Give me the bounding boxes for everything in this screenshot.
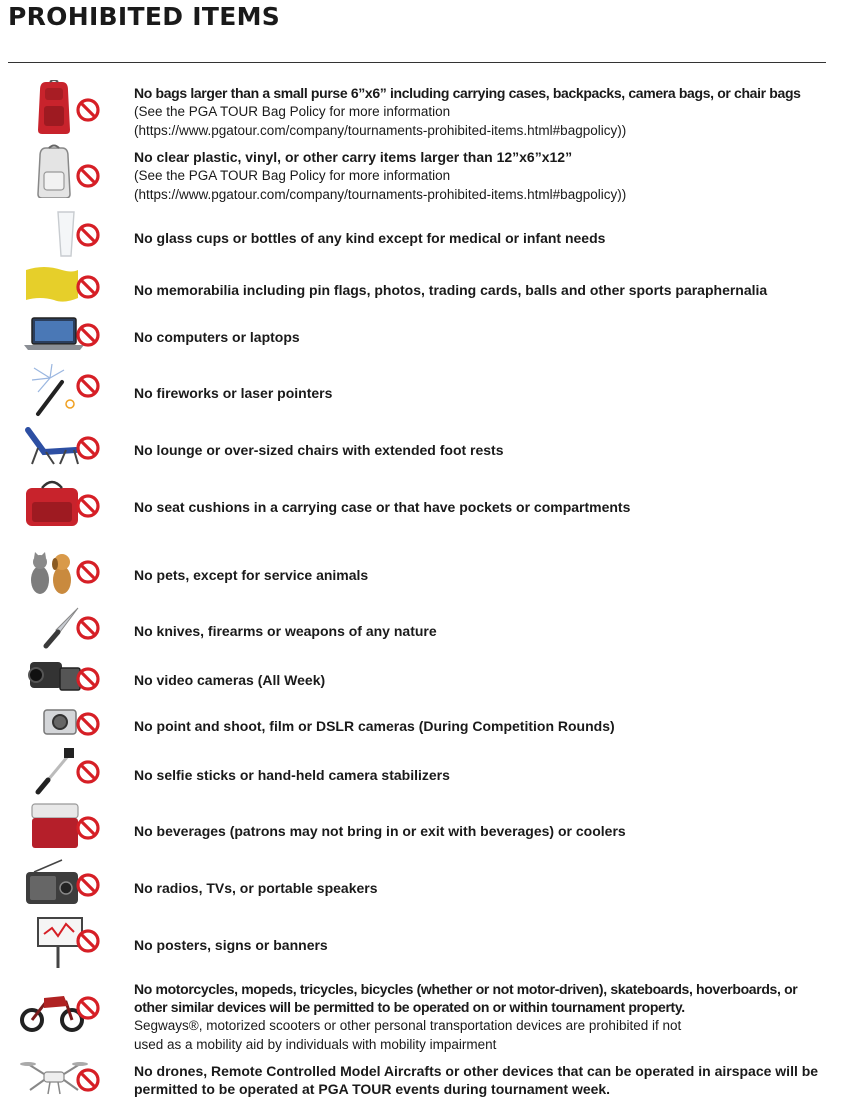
lounge-chair-icon: [14, 420, 104, 474]
item-note: Segways®, motorized scooters or other personal transportation devices are prohibited if not: [134, 1018, 682, 1033]
flag-icon: [14, 260, 104, 314]
item-text: No motorcycles, mopeds, tricycles, bicycles (whether or not motor-driven), skateboards, hoverboards, or other similar devices will be permitted to be operated on or within tournament property.: [134, 981, 798, 1015]
item-text: No lounge or over-sized chairs with extended foot rests: [134, 442, 504, 458]
item-note: (See the PGA TOUR Bag Policy for more information: [134, 168, 451, 183]
item-text: No computers or laptops: [134, 329, 300, 345]
item-text: No selfie sticks or hand-held camera stabilizers: [134, 767, 450, 783]
laser-pointer-icon: [14, 364, 104, 418]
video-camera-icon: [14, 652, 104, 706]
motorcycle-icon: [14, 980, 104, 1034]
seat-cushion-bag-icon: [14, 476, 104, 530]
pets-icon: [14, 544, 104, 598]
item-text: No knives, firearms or weapons of any nature: [134, 623, 437, 639]
item-note: used as a mobility aid by individuals with mobility impairment: [134, 1037, 497, 1052]
item-text: No fireworks or laser pointers: [134, 385, 333, 401]
backpack-icon: [14, 80, 104, 134]
prohibited-icon: [78, 100, 98, 120]
glass-cup-icon: [14, 208, 104, 262]
item-text: No seat cushions in a carrying case or that have pockets or compartments: [134, 499, 631, 515]
cooler-icon: [14, 800, 104, 854]
item-text: No pets, except for service animals: [134, 567, 369, 583]
item-text: No drones, Remote Controlled Model Aircrafts or other devices that can be operated in airspace will be permitted to be operated at PGA TOUR events during tournament week.: [134, 1063, 819, 1097]
item-text: No beverages (patrons may not bring in or exit with beverages) or coolers: [134, 823, 626, 839]
item-link[interactable]: (https://www.pgatour.com/company/tournaments-prohibited-items.html#bagpolicy)): [134, 187, 627, 202]
title-divider: [8, 62, 826, 63]
clear-backpack-icon: [14, 144, 104, 198]
page-title: PROHIBITED ITEMS: [8, 2, 281, 31]
drone-icon: [14, 1056, 104, 1110]
sign-icon: [14, 914, 104, 968]
item-text: No bags larger than a small purse 6”x6” including carrying cases, backpacks, camera bags, or chair bags: [134, 85, 801, 101]
item-text: No point and shoot, film or DSLR cameras (During Competition Rounds): [134, 718, 615, 734]
item-text: No clear plastic, vinyl, or other carry items larger than 12”x6”x12”: [134, 149, 573, 165]
item-text: No video cameras (All Week): [134, 672, 326, 688]
item-note: (See the PGA TOUR Bag Policy for more information: [134, 104, 451, 119]
item-text: No memorabilia including pin flags, photos, trading cards, balls and other sports paraphernalia: [134, 282, 768, 298]
laptop-icon: [14, 308, 104, 362]
knife-icon: [14, 602, 104, 656]
item-text: No radios, TVs, or portable speakers: [134, 880, 378, 896]
item-text: No posters, signs or banners: [134, 937, 328, 953]
radio-icon: [14, 858, 104, 912]
item-link[interactable]: (https://www.pgatour.com/company/tournaments-prohibited-items.html#bagpolicy)): [134, 123, 627, 138]
selfie-stick-icon: [14, 746, 104, 800]
item-text: No glass cups or bottles of any kind except for medical or infant needs: [134, 230, 606, 246]
